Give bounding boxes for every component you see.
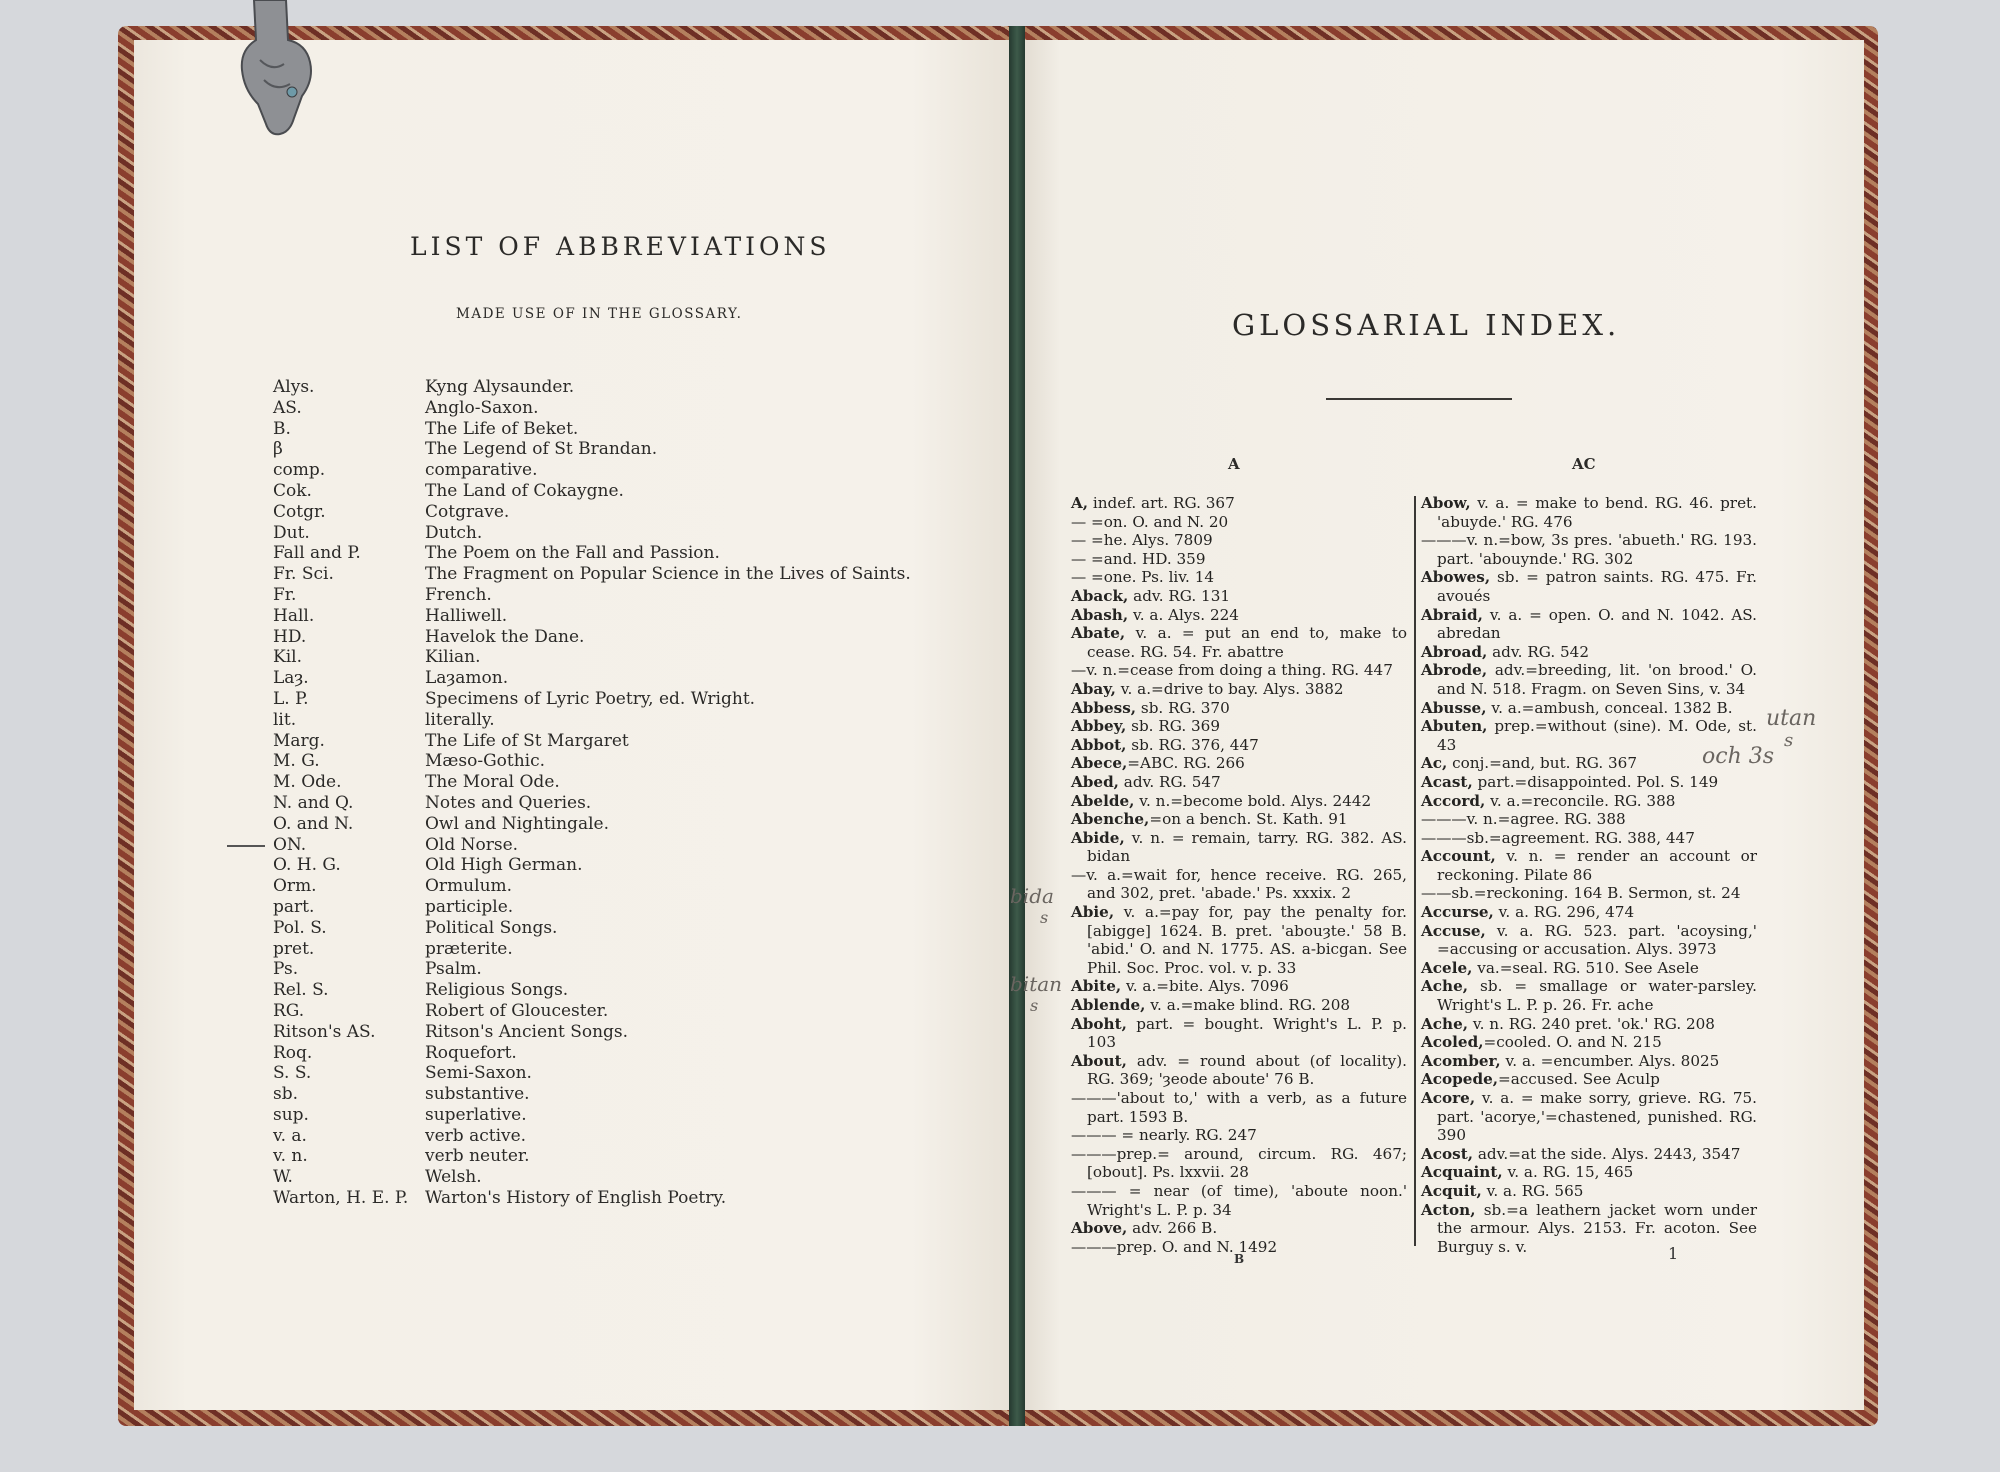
glossary-entry <box>1071 1126 1407 1145</box>
abbreviation-key: sup. <box>273 1104 309 1125</box>
abbreviation-key: Fr. <box>273 584 297 605</box>
glossary-entry <box>1071 699 1407 718</box>
headword: Acomber, <box>1421 1051 1501 1070</box>
abbreviation-key: Rel. S. <box>273 980 329 1001</box>
abbreviation-row <box>273 1105 933 1126</box>
column-heading-a: A <box>1228 455 1240 473</box>
abbreviation-key: O. and N. <box>273 813 354 834</box>
abbreviation-key: Cok. <box>273 480 312 501</box>
glossary-entry <box>1071 996 1407 1015</box>
handwritten-note-och: och 3s <box>1702 744 1775 769</box>
glossary-entry <box>1421 1145 1757 1164</box>
definition: v. a. = make to bend. RG. 46. pret. 'abuyde.' RG. 476 <box>1437 494 1757 531</box>
abbreviation-row <box>273 398 933 419</box>
abbreviation-row <box>273 814 933 835</box>
page-number: 1 <box>1668 1244 1679 1263</box>
glossary-entry <box>1071 531 1407 550</box>
glossary-entry <box>1071 513 1407 532</box>
abbreviation-meaning: Welsh. <box>425 1167 482 1188</box>
headword: Abrode, <box>1421 661 1488 680</box>
definition: part. = bought. Wright's L. P. p. 103 <box>1087 1014 1407 1052</box>
definition: v. a. = make sorry, grieve. RG. 75. part. 'acorye,'=chastened, punished. RG. 390 <box>1437 1089 1757 1145</box>
abbreviation-row <box>273 606 933 627</box>
definition: adv. RG. 542 <box>1487 642 1590 661</box>
definition: indef. art. RG. 367 <box>1088 494 1235 512</box>
headword: About, <box>1071 1051 1127 1070</box>
abbreviation-key: Warton, H. E. P. <box>273 1188 409 1209</box>
glossary-entry <box>1421 1201 1757 1257</box>
abbreviation-meaning: Warton's History of English Poetry. <box>425 1188 727 1209</box>
headword: Accord, <box>1421 791 1486 810</box>
abbreviation-row <box>273 481 933 502</box>
headword: Ac, <box>1421 754 1448 773</box>
definition: =on a bench. St. Kath. 91 <box>1149 810 1348 829</box>
headword: A, <box>1071 494 1089 512</box>
definition: v. n. RG. 240 pret. 'ok.' RG. 208 <box>1468 1014 1715 1033</box>
definition: v. a. = put an end to, make to cease. RG. 54. Fr. abattre <box>1087 624 1407 661</box>
headword: Acoled, <box>1421 1033 1484 1052</box>
glossary-entry <box>1421 1163 1757 1182</box>
glossary-entry <box>1071 550 1407 569</box>
abbreviation-row <box>273 647 933 668</box>
headword: Abbey, <box>1071 717 1127 736</box>
glossary-entry <box>1071 568 1407 587</box>
abbreviation-row <box>273 897 933 918</box>
abbreviation-meaning: verb active. <box>425 1125 527 1146</box>
abbreviation-row <box>273 710 933 731</box>
glossary-entry <box>1071 773 1407 792</box>
definition: ———v. n.=agree. RG. 388 <box>1421 810 1626 829</box>
abbreviation-key: ON. <box>273 834 307 855</box>
headword: Abusse, <box>1421 698 1487 717</box>
glossary-entry <box>1421 568 1757 605</box>
signature-mark: B <box>1234 1252 1245 1266</box>
glossary-entry <box>1421 773 1757 792</box>
abbreviation-row <box>273 502 933 523</box>
abbreviation-meaning: Havelok the Dane. <box>425 626 585 647</box>
definition: sb. RG. 370 <box>1136 698 1230 717</box>
abbreviation-meaning: Political Songs. <box>425 917 558 938</box>
abbreviation-meaning: The Land of Cokaygne. <box>425 480 624 501</box>
column-heading-ac: AC <box>1572 455 1596 473</box>
definition: adv.=breeding, lit. 'on brood.' O. and N. 518. Fragm. on Seven Sins, v. 34 <box>1437 661 1757 698</box>
book-spine <box>1009 26 1025 1426</box>
abbreviation-key: M. G. <box>273 751 320 772</box>
headword: Abbess, <box>1071 698 1137 717</box>
headword: Abie, <box>1071 903 1115 922</box>
abbreviation-row <box>273 564 933 585</box>
definition: =ABC. RG. 266 <box>1127 754 1245 773</box>
definition: va.=seal. RG. 510. See Asele <box>1472 958 1699 977</box>
abbreviation-row <box>273 689 933 710</box>
definition: ———prep.= around, circum. RG. 467; [obout]. Ps. lxxvii. 28 <box>1071 1144 1407 1182</box>
abbreviation-key: Hall. <box>273 605 315 626</box>
glossary-entry <box>1421 1015 1757 1034</box>
abbreviation-key: Orm. <box>273 876 317 897</box>
glossary-entry <box>1421 829 1757 848</box>
abbreviation-key: Marg. <box>273 730 325 751</box>
headword: Abece, <box>1071 754 1128 773</box>
handwritten-note-bitan-s: s <box>1030 996 1039 1015</box>
abbreviation-key: O. H. G. <box>273 855 341 876</box>
abbreviation-key: Kil. <box>273 647 302 668</box>
abbreviation-row <box>273 1022 933 1043</box>
abbreviation-row <box>273 627 933 648</box>
glossary-entry <box>1421 531 1757 568</box>
abbreviation-row <box>273 959 933 980</box>
glossary-entry <box>1421 847 1757 884</box>
headword: Acele, <box>1421 958 1473 977</box>
definition: ——— = near (of time), 'aboute noon.' Wright's L. P. p. 34 <box>1071 1181 1407 1219</box>
glossary-entry <box>1071 717 1407 736</box>
abbreviations-subtitle: MADE USE OF IN THE GLOSSARY. <box>456 306 743 322</box>
headword: Abelde, <box>1071 791 1135 810</box>
abbreviation-row <box>273 668 933 689</box>
definition: — =he. Alys. 7809 <box>1071 531 1213 550</box>
headword: Account, <box>1421 847 1496 866</box>
abbreviation-meaning: Kilian. <box>425 647 481 668</box>
glossary-entry <box>1421 884 1757 903</box>
abbreviation-meaning: superlative. <box>425 1104 527 1125</box>
glossary-entry <box>1071 494 1407 513</box>
abbreviation-meaning: Ormulum. <box>425 876 513 897</box>
glossary-entry <box>1421 903 1757 922</box>
abbreviation-row <box>273 793 933 814</box>
definition: v. a.=make blind. RG. 208 <box>1145 996 1351 1015</box>
abbreviation-meaning: Roquefort. <box>425 1042 517 1063</box>
headword: Ache, <box>1421 1014 1469 1033</box>
glossary-entry <box>1421 643 1757 662</box>
title-rule <box>1326 398 1512 400</box>
definition: ———v. n.=bow, 3s pres. 'abueth.' RG. 193. part. 'abouynde.' RG. 302 <box>1421 531 1757 568</box>
abbreviations-title: LIST OF ABBREVIATIONS <box>410 232 831 261</box>
abbreviation-meaning: Laȝamon. <box>425 668 509 689</box>
glossary-entry <box>1421 1182 1757 1201</box>
glossary-entry <box>1421 792 1757 811</box>
headword: Abate, <box>1071 624 1126 643</box>
column-divider <box>1414 496 1416 1246</box>
headword: Abuten, <box>1421 717 1488 736</box>
definition: v. a.=drive to bay. Alys. 3882 <box>1115 679 1344 698</box>
definition: v. n. = render an account or reckoning. Pilate 86 <box>1437 847 1757 884</box>
definition: adv.=at the side. Alys. 2443, 3547 <box>1473 1144 1741 1163</box>
hand-bookmark-clip-icon <box>214 0 324 160</box>
headword: Ablende, <box>1071 996 1146 1015</box>
glossary-entry <box>1071 1089 1407 1126</box>
abbreviation-key: N. and Q. <box>273 792 354 813</box>
abbreviation-row <box>273 751 933 772</box>
definition: v. a. Alys. 224 <box>1128 605 1239 624</box>
abbreviation-row <box>273 855 933 876</box>
glossary-entry <box>1421 1033 1757 1052</box>
abbreviation-meaning: The Moral Ode. <box>425 772 560 793</box>
abbreviation-row <box>273 377 933 398</box>
definition: sb.=a leathern jacket worn under the armour. Alys. 2153. Fr. acoton. See Burguy s. v. <box>1437 1200 1757 1256</box>
glossary-entry <box>1421 1089 1757 1145</box>
abbreviation-key: Fr. Sci. <box>273 564 334 585</box>
abbreviation-key: Fall and P. <box>273 543 361 564</box>
definition: =cooled. O. and N. 215 <box>1483 1033 1662 1052</box>
definition: ———sb.=agreement. RG. 388, 447 <box>1421 828 1695 847</box>
definition: =accused. See Aculp <box>1498 1070 1660 1089</box>
headword: Aback, <box>1071 586 1129 605</box>
handwritten-note-utan: utan <box>1766 706 1817 731</box>
pencil-dash-mark <box>227 845 265 847</box>
abbreviation-meaning: participle. <box>425 896 514 917</box>
abbreviation-meaning: The Poem on the Fall and Passion. <box>425 543 720 564</box>
definition: v. a. = open. O. and N. 1042. AS. abredan <box>1437 605 1757 643</box>
abbreviation-row <box>273 460 933 481</box>
abbreviation-meaning: Ritson's Ancient Songs. <box>425 1021 629 1042</box>
glossary-entry <box>1421 959 1757 978</box>
definition: —v. n.=cease from doing a thing. RG. 447 <box>1071 661 1393 680</box>
abbreviation-meaning: Old Norse. <box>425 834 519 855</box>
headword: Aboht, <box>1071 1014 1127 1033</box>
abbreviations-list <box>273 377 933 1209</box>
glossary-entry <box>1071 1219 1407 1238</box>
definition: adv. RG. 131 <box>1128 586 1231 605</box>
headword: Abash, <box>1071 605 1129 624</box>
headword: Acast, <box>1421 772 1473 791</box>
headword: Abed, <box>1071 772 1119 791</box>
abbreviation-meaning: Old High German. <box>425 855 583 876</box>
definition: ———prep. O. and N. 1492 <box>1071 1237 1278 1256</box>
abbreviation-meaning: Semi-Saxon. <box>425 1063 532 1084</box>
definition: v. a. RG. 523. part. 'acoysing,' =accusing or accusation. Alys. 3973 <box>1437 921 1757 959</box>
abbreviation-row <box>273 918 933 939</box>
glossary-entry <box>1421 1070 1757 1089</box>
handwritten-note-bida: bida <box>1010 884 1054 908</box>
abbreviation-meaning: Cotgrave. <box>425 501 510 522</box>
glossary-entry <box>1421 977 1757 1014</box>
abbreviation-key: sb. <box>273 1084 299 1105</box>
glossary-entry <box>1421 606 1757 643</box>
abbreviation-row <box>273 1043 933 1064</box>
definition: ——— = nearly. RG. 247 <box>1071 1126 1257 1145</box>
abbreviation-meaning: Religious Songs. <box>425 980 569 1001</box>
glossary-column-a <box>1071 494 1407 1256</box>
definition: v. a. RG. 565 <box>1481 1181 1584 1200</box>
headword: Abenche, <box>1071 810 1150 829</box>
definition: adv. RG. 547 <box>1118 772 1221 791</box>
headword: Acopede, <box>1421 1070 1499 1089</box>
headword: Abraid, <box>1421 605 1483 624</box>
abbreviation-meaning: Anglo-Saxon. <box>425 397 539 418</box>
abbreviation-row <box>273 876 933 897</box>
abbreviation-row <box>273 1063 933 1084</box>
headword: Abay, <box>1071 679 1116 698</box>
abbreviation-key: L. P. <box>273 688 309 709</box>
headword: Acquit, <box>1421 1181 1482 1200</box>
abbreviation-meaning: substantive. <box>425 1084 530 1105</box>
glossary-entry <box>1071 736 1407 755</box>
glossary-entry <box>1421 661 1757 698</box>
abbreviation-key: comp. <box>273 460 326 481</box>
abbreviation-row <box>273 439 933 460</box>
handwritten-note-bitan: bitan <box>1010 972 1063 996</box>
abbreviation-meaning: Kyng Alysaunder. <box>425 377 575 397</box>
abbreviation-meaning: Specimens of Lyric Poetry, ed. Wright. <box>425 688 756 709</box>
abbreviation-meaning: Robert of Gloucester. <box>425 1000 609 1021</box>
abbreviation-key: Dut. <box>273 522 310 543</box>
definition: v. a.=ambush, conceal. 1382 B. <box>1486 698 1733 717</box>
abbreviation-key: AS. <box>273 397 302 418</box>
definition: v. a. =encumber. Alys. 8025 <box>1500 1051 1720 1070</box>
abbreviation-meaning: Notes and Queries. <box>425 792 592 813</box>
definition: v. a. RG. 15, 465 <box>1502 1163 1634 1182</box>
abbreviation-key: v. a. <box>273 1125 307 1146</box>
glossary-entry <box>1071 903 1407 977</box>
abbreviation-row <box>273 419 933 440</box>
abbreviation-row <box>273 1167 933 1188</box>
abbreviation-row <box>273 731 933 752</box>
abbreviation-meaning: The Life of Beket. <box>425 418 579 439</box>
definition: v. a.=bite. Alys. 7096 <box>1121 977 1289 996</box>
abbreviation-key: HD. <box>273 626 307 647</box>
abbreviation-key: Roq. <box>273 1042 313 1063</box>
abbreviation-row <box>273 1188 933 1209</box>
definition: sb. RG. 376, 447 <box>1126 735 1259 754</box>
definition: ——sb.=reckoning. 164 B. Sermon, st. 24 <box>1421 884 1741 903</box>
abbreviation-key: pret. <box>273 938 315 959</box>
headword: Acore, <box>1421 1089 1476 1107</box>
definition: part.=disappointed. Pol. S. 149 <box>1472 772 1719 791</box>
headword: Acquaint, <box>1421 1163 1503 1182</box>
abbreviation-key: RG. <box>273 1000 305 1021</box>
glossary-entry <box>1071 1182 1407 1219</box>
glossary-entry <box>1421 810 1757 829</box>
headword: Accuse, <box>1421 921 1486 940</box>
abbreviation-row <box>273 835 933 856</box>
abbreviation-key: β <box>273 439 283 460</box>
headword: Above, <box>1071 1219 1128 1238</box>
definition: v. a. RG. 296, 474 <box>1493 903 1635 922</box>
headword: Abow, <box>1421 494 1471 512</box>
glossary-entry <box>1421 1052 1757 1071</box>
glossary-entry <box>1421 494 1757 531</box>
glossary-entry <box>1421 922 1757 959</box>
abbreviation-row <box>273 523 933 544</box>
headword: Abite, <box>1071 977 1122 996</box>
definition: sb. RG. 369 <box>1126 717 1221 736</box>
abbreviation-row <box>273 585 933 606</box>
headword: Abide, <box>1071 828 1125 847</box>
definition: ———'about to,' with a verb, as a future part. 1593 B. <box>1071 1089 1407 1126</box>
abbreviation-key: B. <box>273 418 291 439</box>
abbreviation-row <box>273 543 933 564</box>
abbreviation-key: W. <box>273 1167 293 1188</box>
definition: v. a.=reconcile. RG. 388 <box>1485 791 1676 810</box>
headword: Acton, <box>1421 1200 1476 1219</box>
definition: conj.=and, but. RG. 367 <box>1447 754 1637 773</box>
abbreviation-meaning: Mæso-Gothic. <box>425 751 546 772</box>
glossary-entry <box>1071 587 1407 606</box>
glossary-entry <box>1071 1052 1407 1089</box>
abbreviation-row <box>273 1001 933 1022</box>
abbreviation-meaning: Halliwell. <box>425 605 508 626</box>
abbreviation-row <box>273 1126 933 1147</box>
abbreviation-key: Ps. <box>273 959 299 980</box>
abbreviation-key: Laȝ. <box>273 668 309 689</box>
abbreviation-meaning: The Fragment on Popular Science in the Lives of Saints. <box>425 564 911 585</box>
glossary-entry <box>1071 1015 1407 1052</box>
handwritten-note-bida-s: s <box>1040 908 1049 927</box>
abbreviation-meaning: literally. <box>425 709 495 730</box>
glossary-entry <box>1071 829 1407 866</box>
glossary-entry <box>1071 1145 1407 1182</box>
definition: — =one. Ps. liv. 14 <box>1071 568 1215 587</box>
glossary-entry <box>1071 606 1407 625</box>
glossary-column-ac <box>1421 494 1757 1256</box>
definition: v. a.=pay for, pay the penalty for. [abigge] 1624. B. pret. 'abouȝte.' 58 B. 'abid.' O. and N. 1775. AS. a-bicgan. See Phil. Soc. Proc. vol. v. p. 33 <box>1087 903 1407 977</box>
glossary-entry <box>1071 866 1407 903</box>
definition: sb. = smallage or water-parsley. Wright's L. P. p. 26. Fr. ache <box>1437 977 1757 1015</box>
glossary-entry <box>1071 977 1407 996</box>
definition: — =on. O. and N. 20 <box>1071 512 1229 531</box>
abbreviation-meaning: Dutch. <box>425 522 483 543</box>
glossary-entry <box>1071 661 1407 680</box>
abbreviation-key: M. Ode. <box>273 772 342 793</box>
abbreviation-key: Ritson's AS. <box>273 1021 376 1042</box>
definition: v. n. = remain, tarry. RG. 382. AS. bidan <box>1087 828 1407 866</box>
definition: v. n.=become bold. Alys. 2442 <box>1134 791 1372 810</box>
headword: Abroad, <box>1421 642 1488 661</box>
glossary-entry <box>1071 810 1407 829</box>
headword: Accurse, <box>1421 903 1494 922</box>
abbreviation-row <box>273 772 933 793</box>
definition: adv. 266 B. <box>1127 1219 1218 1238</box>
abbreviation-meaning: verb neuter. <box>425 1146 530 1167</box>
headword: Acost, <box>1421 1144 1474 1163</box>
definition: — =and. HD. 359 <box>1071 549 1206 568</box>
glossary-entry <box>1071 754 1407 773</box>
abbreviation-meaning: French. <box>425 584 492 605</box>
handwritten-note-utan-s: s <box>1784 730 1794 751</box>
abbreviation-key: Alys. <box>273 377 315 397</box>
abbreviation-key: part. <box>273 896 315 917</box>
headword: Abbot, <box>1071 735 1127 754</box>
abbreviation-row <box>273 1084 933 1105</box>
abbreviation-row <box>273 1146 933 1167</box>
definition: —v. a.=wait for, hence receive. RG. 265, and 302, pret. 'abade.' Ps. xxxix. 2 <box>1071 865 1407 903</box>
definition: adv. = round about (of locality). RG. 369; 'ȝeode aboute' 76 B. <box>1087 1051 1407 1089</box>
abbreviation-row <box>273 980 933 1001</box>
definition: sb. = patron saints. RG. 475. Fr. avoués <box>1437 568 1757 605</box>
headword: Abowes, <box>1421 568 1491 587</box>
headword: Ache, <box>1421 977 1469 996</box>
abbreviation-key: Cotgr. <box>273 501 326 522</box>
glossary-entry <box>1071 792 1407 811</box>
abbreviation-meaning: comparative. <box>425 460 538 481</box>
abbreviation-meaning: Psalm. <box>425 959 482 980</box>
abbreviation-key: v. n. <box>273 1146 308 1167</box>
abbreviation-row <box>273 939 933 960</box>
abbreviation-meaning: præterite. <box>425 938 513 959</box>
abbreviation-meaning: The Legend of St Brandan. <box>425 439 658 460</box>
glossary-entry <box>1071 624 1407 661</box>
glossary-entry <box>1071 680 1407 699</box>
abbreviation-key: Pol. S. <box>273 917 327 938</box>
abbreviation-key: lit. <box>273 709 297 730</box>
abbreviation-meaning: The Life of St Margaret <box>425 730 629 751</box>
definition: prep.=without (sine). M. Ode, st. 43 <box>1437 717 1757 754</box>
abbreviation-key: S. S. <box>273 1063 312 1084</box>
glossarial-index-title: GLOSSARIAL INDEX. <box>1232 308 1621 342</box>
glossary-entry <box>1421 699 1757 718</box>
abbreviation-meaning: Owl and Nightingale. <box>425 813 609 834</box>
